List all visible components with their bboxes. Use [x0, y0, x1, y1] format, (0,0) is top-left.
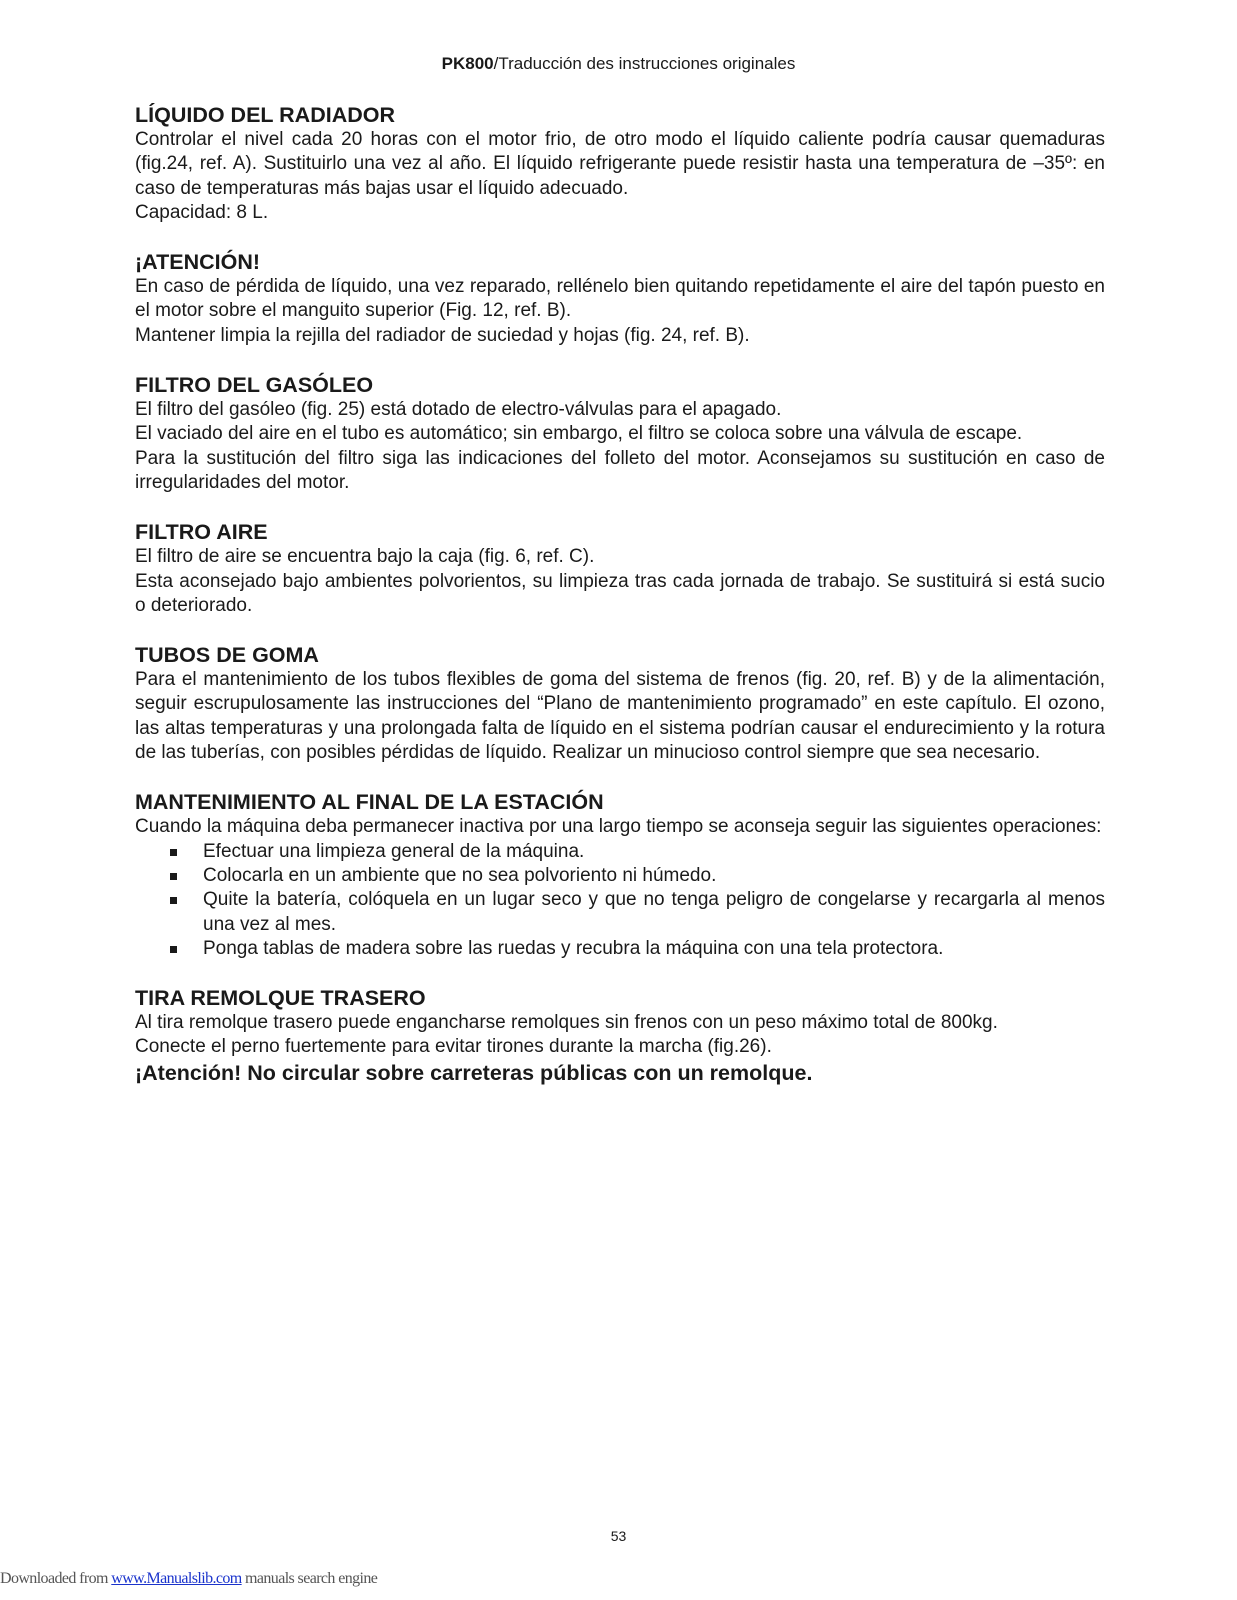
- list-item: [170, 937, 1105, 961]
- header-model: PK800: [441, 54, 494, 73]
- paragraph: El filtro del gasóleo (fig. 25) está dotado de electro-válvulas para el apagado.: [135, 399, 782, 421]
- paragraph: El filtro de aire se encuentra bajo la caja (fig. 6, ref. C).: [135, 546, 595, 568]
- paragraph: Esta aconsejado bajo ambientes polvorientos, su limpieza tras cada jornada de trabajo. Se sustituirá si está sucio o deteriorado.: [135, 570, 1105, 616]
- section-mantenimiento-final: [135, 789, 1105, 961]
- paragraph: Para el mantenimiento de los tubos flexibles de goma del sistema de frenos (fig. 20, ref. B) y de la alimentación, seguir escrupulosamente las instrucciones del “Plano de mantenimiento programado” en este capítulo. El ozono, las altas temperaturas y una prolongada falta de líquido en el sistema podrían causar el endurecimiento y la rotura de las tuberías, con posibles pérdidas de líquido. Realizar un minucioso control siempre que sea necesario.: [135, 669, 1105, 764]
- list-item-text: Quite la batería, colóquela en un lugar seco y que no tenga peligro de congelarse y recargarla al menos una vez al mes.: [203, 889, 1105, 935]
- section-liquido-radiador: [135, 102, 1105, 225]
- section-tubos-goma: [135, 642, 1105, 765]
- paragraph: Capacidad: 8 L.: [135, 201, 269, 223]
- header-subtitle: /Traducción des instrucciones originales: [493, 54, 796, 73]
- list-item: [170, 888, 1105, 937]
- bullet-list: [135, 840, 1105, 961]
- warning-text: ¡Atención! No circular sobre carreteras públicas con un remolque.: [135, 1060, 813, 1085]
- section-atencion: [135, 249, 1105, 348]
- paragraph: Al tira remolque trasero puede engancharse remolques sin frenos con un peso máximo total de 800kg.: [135, 1012, 998, 1034]
- section-title: FILTRO AIRE: [135, 520, 268, 545]
- square-bullet-icon: [170, 897, 177, 904]
- paragraph: Para la sustitución del filtro siga las indicaciones del folleto del motor. Aconsejamos su sustitución en caso de irregularidades del motor.: [135, 447, 1105, 493]
- square-bullet-icon: [170, 946, 177, 953]
- paragraph: En caso de pérdida de líquido, una vez reparado, rellénelo bien quitando repetidamente el aire del tapón puesto en el motor sobre el manguito superior (Fig. 12, ref. B).: [135, 276, 1105, 322]
- download-footer: [0, 1570, 377, 1588]
- section-title: MANTENIMIENTO AL FINAL DE LA ESTACIÓN: [135, 790, 604, 815]
- list-item-text: Colocarla en un ambiente que no sea polvoriento ni húmedo.: [203, 864, 717, 886]
- section-filtro-gasoleo: [135, 372, 1105, 495]
- square-bullet-icon: [170, 849, 177, 856]
- section-filtro-aire: [135, 519, 1105, 618]
- list-item-text: Ponga tablas de madera sobre las ruedas y recubra la máquina con una tela protectora.: [203, 937, 944, 959]
- document-body: [135, 102, 1105, 1110]
- section-title: TIRA REMOLQUE TRASERO: [135, 986, 426, 1011]
- section-title: TUBOS DE GOMA: [135, 643, 319, 668]
- paragraph: Controlar el nivel cada 20 horas con el motor frio, de otro modo el líquido caliente podría causar quemaduras (fig.24, ref. A). Sustituirlo una vez al año. El líquido refrigerante puede resistir hasta una temperatura de –35º: en caso de temperaturas más bajas usar el líquido adecuado.: [135, 129, 1105, 199]
- paragraph: El vaciado del aire en el tubo es automático; sin embargo, el filtro se coloca sobre una válvula de escape.: [135, 423, 1023, 445]
- list-item: [170, 840, 1105, 864]
- manualslib-link[interactable]: www.Manualslib.com: [111, 1570, 242, 1587]
- page-number: 53: [610, 1528, 627, 1544]
- paragraph: Conecte el perno fuertemente para evitar tirones durante la marcha (fig.26).: [135, 1036, 772, 1058]
- section-title: FILTRO DEL GASÓLEO: [135, 373, 374, 398]
- section-title: LÍQUIDO DEL RADIADOR: [135, 103, 395, 127]
- section-tira-remolque: [135, 985, 1105, 1086]
- page-header: [0, 54, 1237, 74]
- square-bullet-icon: [170, 873, 177, 880]
- list-item: [170, 864, 1105, 888]
- section-title: ¡ATENCIÓN!: [135, 250, 261, 275]
- footer-prefix: Downloaded from: [0, 1570, 112, 1587]
- list-item-text: Efectuar una limpieza general de la máquina.: [203, 840, 585, 862]
- footer-suffix: manuals search engine: [241, 1570, 378, 1587]
- paragraph: Cuando la máquina deba permanecer inactiva por una largo tiempo se aconseja seguir las siguientes operaciones:: [135, 816, 1102, 838]
- paragraph: Mantener limpia la rejilla del radiador de suciedad y hojas (fig. 24, ref. B).: [135, 324, 750, 346]
